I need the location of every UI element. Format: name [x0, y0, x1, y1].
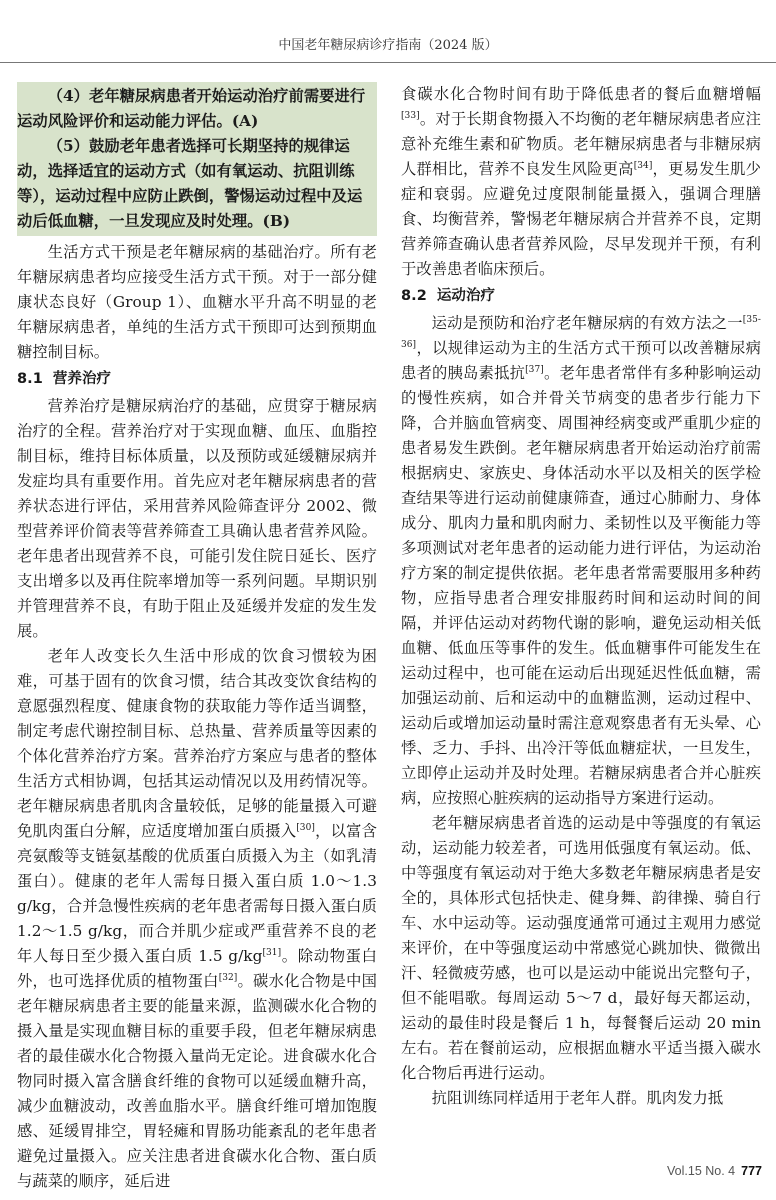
citation: [30] — [296, 822, 315, 833]
text-run: 食碳水化合物时间有助于降低患者的餐后血糖增幅 — [401, 85, 761, 103]
nutrition-paragraph-2-continued — [401, 82, 761, 282]
section-number: 8.1 — [17, 371, 43, 387]
text-run: ，以规律运动为主的生活方式干预可以改善糖尿病患者的胰岛素抵抗 — [401, 339, 761, 382]
left-column — [17, 82, 377, 1194]
text-run: 。碳水化合物是中国老年糖尿病患者主要的能量来源，监测碳水化合物的摄入量是实现血糖目标的重要手段，但老年糖尿病患者的最佳碳水化合物摄入量尚无定论。进食碳水化合物同时摄入富含膳食纤维的食物可以延缓血糖升高，减少血糖波动，改善血脂水平。膳食纤维可增加饱腹感、延缓胃排空，胃轻瘫和胃肠功能紊乱的老年患者避免过量摄入。应关注患者进食碳水化合物、蛋白质与蔬菜的顺序，延后进 — [17, 972, 377, 1190]
running-header: 中国老年糖尿病诊疗指南（2024 版） — [278, 38, 498, 53]
page-footer — [667, 1164, 762, 1178]
section-title: 营养治疗 — [52, 371, 112, 387]
exercise-paragraph-3: 抗阻训练同样适用于老年人群。肌肉发力抵 — [431, 1089, 724, 1107]
section-heading-8-1 — [17, 367, 377, 392]
exercise-paragraph-2: 老年糖尿病患者首选的运动是中等强度的有氧运动，运动能力较差者，可选用低强度有氧运动。低、中等强度有氧运动对于绝大多数老年糖尿病患者是安全的，具体形式包括快走、健身舞、韵律操、骑自行车、水中运动等。运动强度通常可通过主观用力感觉来评价，在中等强度运动中常感觉心跳加快、微微出汗、轻微疲劳感，也可以是运动中能说出完整句子，但不能唱歌。每周运动 5～7 d，最好每天都运动，运动的最佳时段是餐后 1 h，每餐餐后运动 20 min 左右。若在餐前运动，应根据血糖水平适当摄入碳水化合物后再进行运动。 — [401, 814, 761, 1082]
citation: [35-36] — [401, 314, 761, 350]
page-number: 777 — [741, 1164, 762, 1178]
text-run: ，以富含亮氨酸等支链氨基酸的优质蛋白质摄入为主（如乳清蛋白）。健康的老年人需每日摄入蛋白质 1.0～1.3 g/kg，合并急慢性疾病的老年患者需每日摄入蛋白质 1.2～1.5 g/kg，而合并肌少症或严重营养不良的老年人每日至少摄入蛋白质 1.5 g/kg — [17, 822, 377, 965]
recommendation-5: （5）鼓励老年患者选择可长期坚持的规律运动，选择适宜的运动方式（如有氧运动、抗阻训练等），运动过程中应防止跌倒，警惕运动过程中及运动后低血糖，一旦发现应及时处理。(B) — [17, 137, 363, 230]
recommendation-4: （4）老年糖尿病患者开始运动治疗前需要进行运动风险评价和运动能力评估。(A) — [17, 87, 366, 130]
section-title: 运动治疗 — [436, 288, 496, 304]
text-run: 。老年患者常伴有多种影响运动的慢性疾病，如合并骨关节病变的患者步行能力下降，合并脑血管病变、周围神经病变或严重肌少症的患者易发生跌倒。老年糖尿病患者开始运动治疗前需根据病史、家族史、身体活动水平以及相关的医学检查结果等进行运动前健康筛查，通过心肺耐力、身体成分、肌肉力量和肌肉耐力、柔韧性以及平衡能力等多项测试对老年患者的运动能力进行评估，为运动治疗方案的制定提供依据。老年患者常需要服用多种药物，应指导患者合理安排服药时间和运动时间的间隔，并评估运动对药物代谢的影响，避免运动相关低血糖、低血压等事件的发生。低血糖事件可能发生在运动过程中，也可能在运动后出现延迟性低血糖，需加强运动前、后和运动中的血糖监测，运动过程中、运动后或增加运动量时需注意观察患者有无头晕、心悸、乏力、手抖、出冷汗等低血糖症状，一旦发生，立即停止运动并及时处理。若糖尿病患者合并心脏疾病，应按照心脏疾病的运动指导方案进行运动。 — [401, 364, 762, 807]
text-run: ，更易发生肌少症和衰弱。应避免过度限制能量摄入，强调合理膳食、均衡营养，警惕老年糖尿病合并营养不良，定期营养筛查确认患者营养风险，尽早发现并干预，有利于改善患者临床预后。 — [401, 160, 761, 278]
nutrition-paragraph-1: 营养治疗是糖尿病治疗的基础，应贯穿于糖尿病治疗的全程。营养治疗对于实现血糖、血压、血脂控制目标，维持目标体质量，以及预防或延缓糖尿病并发症均具有重要作用。首先应对老年糖尿病患者的营养状态进行评估，采用营养风险筛查评分 2002、微型营养评价简表等营养筛查工具确认患者营养风险。老年患者出现营养不良，可能引发住院日延长、医疗支出增多以及再住院率增加等一系列问题。早期识别并管理营养不良，有助于阻止及延缓并发症的发生发展。 — [17, 397, 377, 640]
text-run: 。除动物蛋白外，也可选择优质的植物蛋白 — [17, 947, 377, 990]
section-heading-8-2 — [401, 284, 761, 309]
header-rule — [0, 62, 776, 63]
citation: [33] — [401, 110, 420, 121]
text-run: 老年人改变长久生活中形成的饮食习惯较为困难，可基于固有的饮食习惯，结合其改变饮食结构的意愿强烈程度、健康食物的获取能力等作适当调整，制定考虑代谢控制目标、总热量、营养质量等因素的个体化营养治疗方案。营养治疗方案应与患者的整体生活方式相协调，包括其运动情况以及用药情况等。老年糖尿病患者肌肉含量较低，足够的能量摄入可避免肌肉蛋白分解，应适度增加蛋白质摄入 — [17, 647, 377, 840]
text-run: 运动是预防和治疗老年糖尿病的有效方法之一 — [431, 314, 743, 332]
citation: [31] — [262, 947, 282, 958]
recommendation-box — [17, 82, 377, 236]
right-column — [401, 82, 761, 1111]
text-run: 。对于长期食物摄入不均衡的老年糖尿病患者应注意补充维生素和矿物质。老年糖尿病患者与非糖尿病人群相比，营养不良发生风险更高 — [401, 110, 761, 178]
lifestyle-paragraph: 生活方式干预是老年糖尿病的基础治疗。所有老年糖尿病患者均应接受生活方式干预。对于一部分健康状态良好（Group 1）、血糖水平升高不明显的老年糖尿病患者，单纯的生活方式干预即可达到预期血糖控制目标。 — [17, 243, 377, 361]
section-number: 8.2 — [401, 288, 427, 304]
nutrition-paragraph-2 — [17, 644, 377, 1194]
citation: [34] — [633, 160, 653, 171]
volume-issue: Vol.15 No. 4 — [667, 1164, 736, 1178]
citation: [32] — [218, 972, 238, 983]
citation: [37] — [525, 364, 544, 375]
exercise-paragraph-1 — [401, 311, 761, 811]
